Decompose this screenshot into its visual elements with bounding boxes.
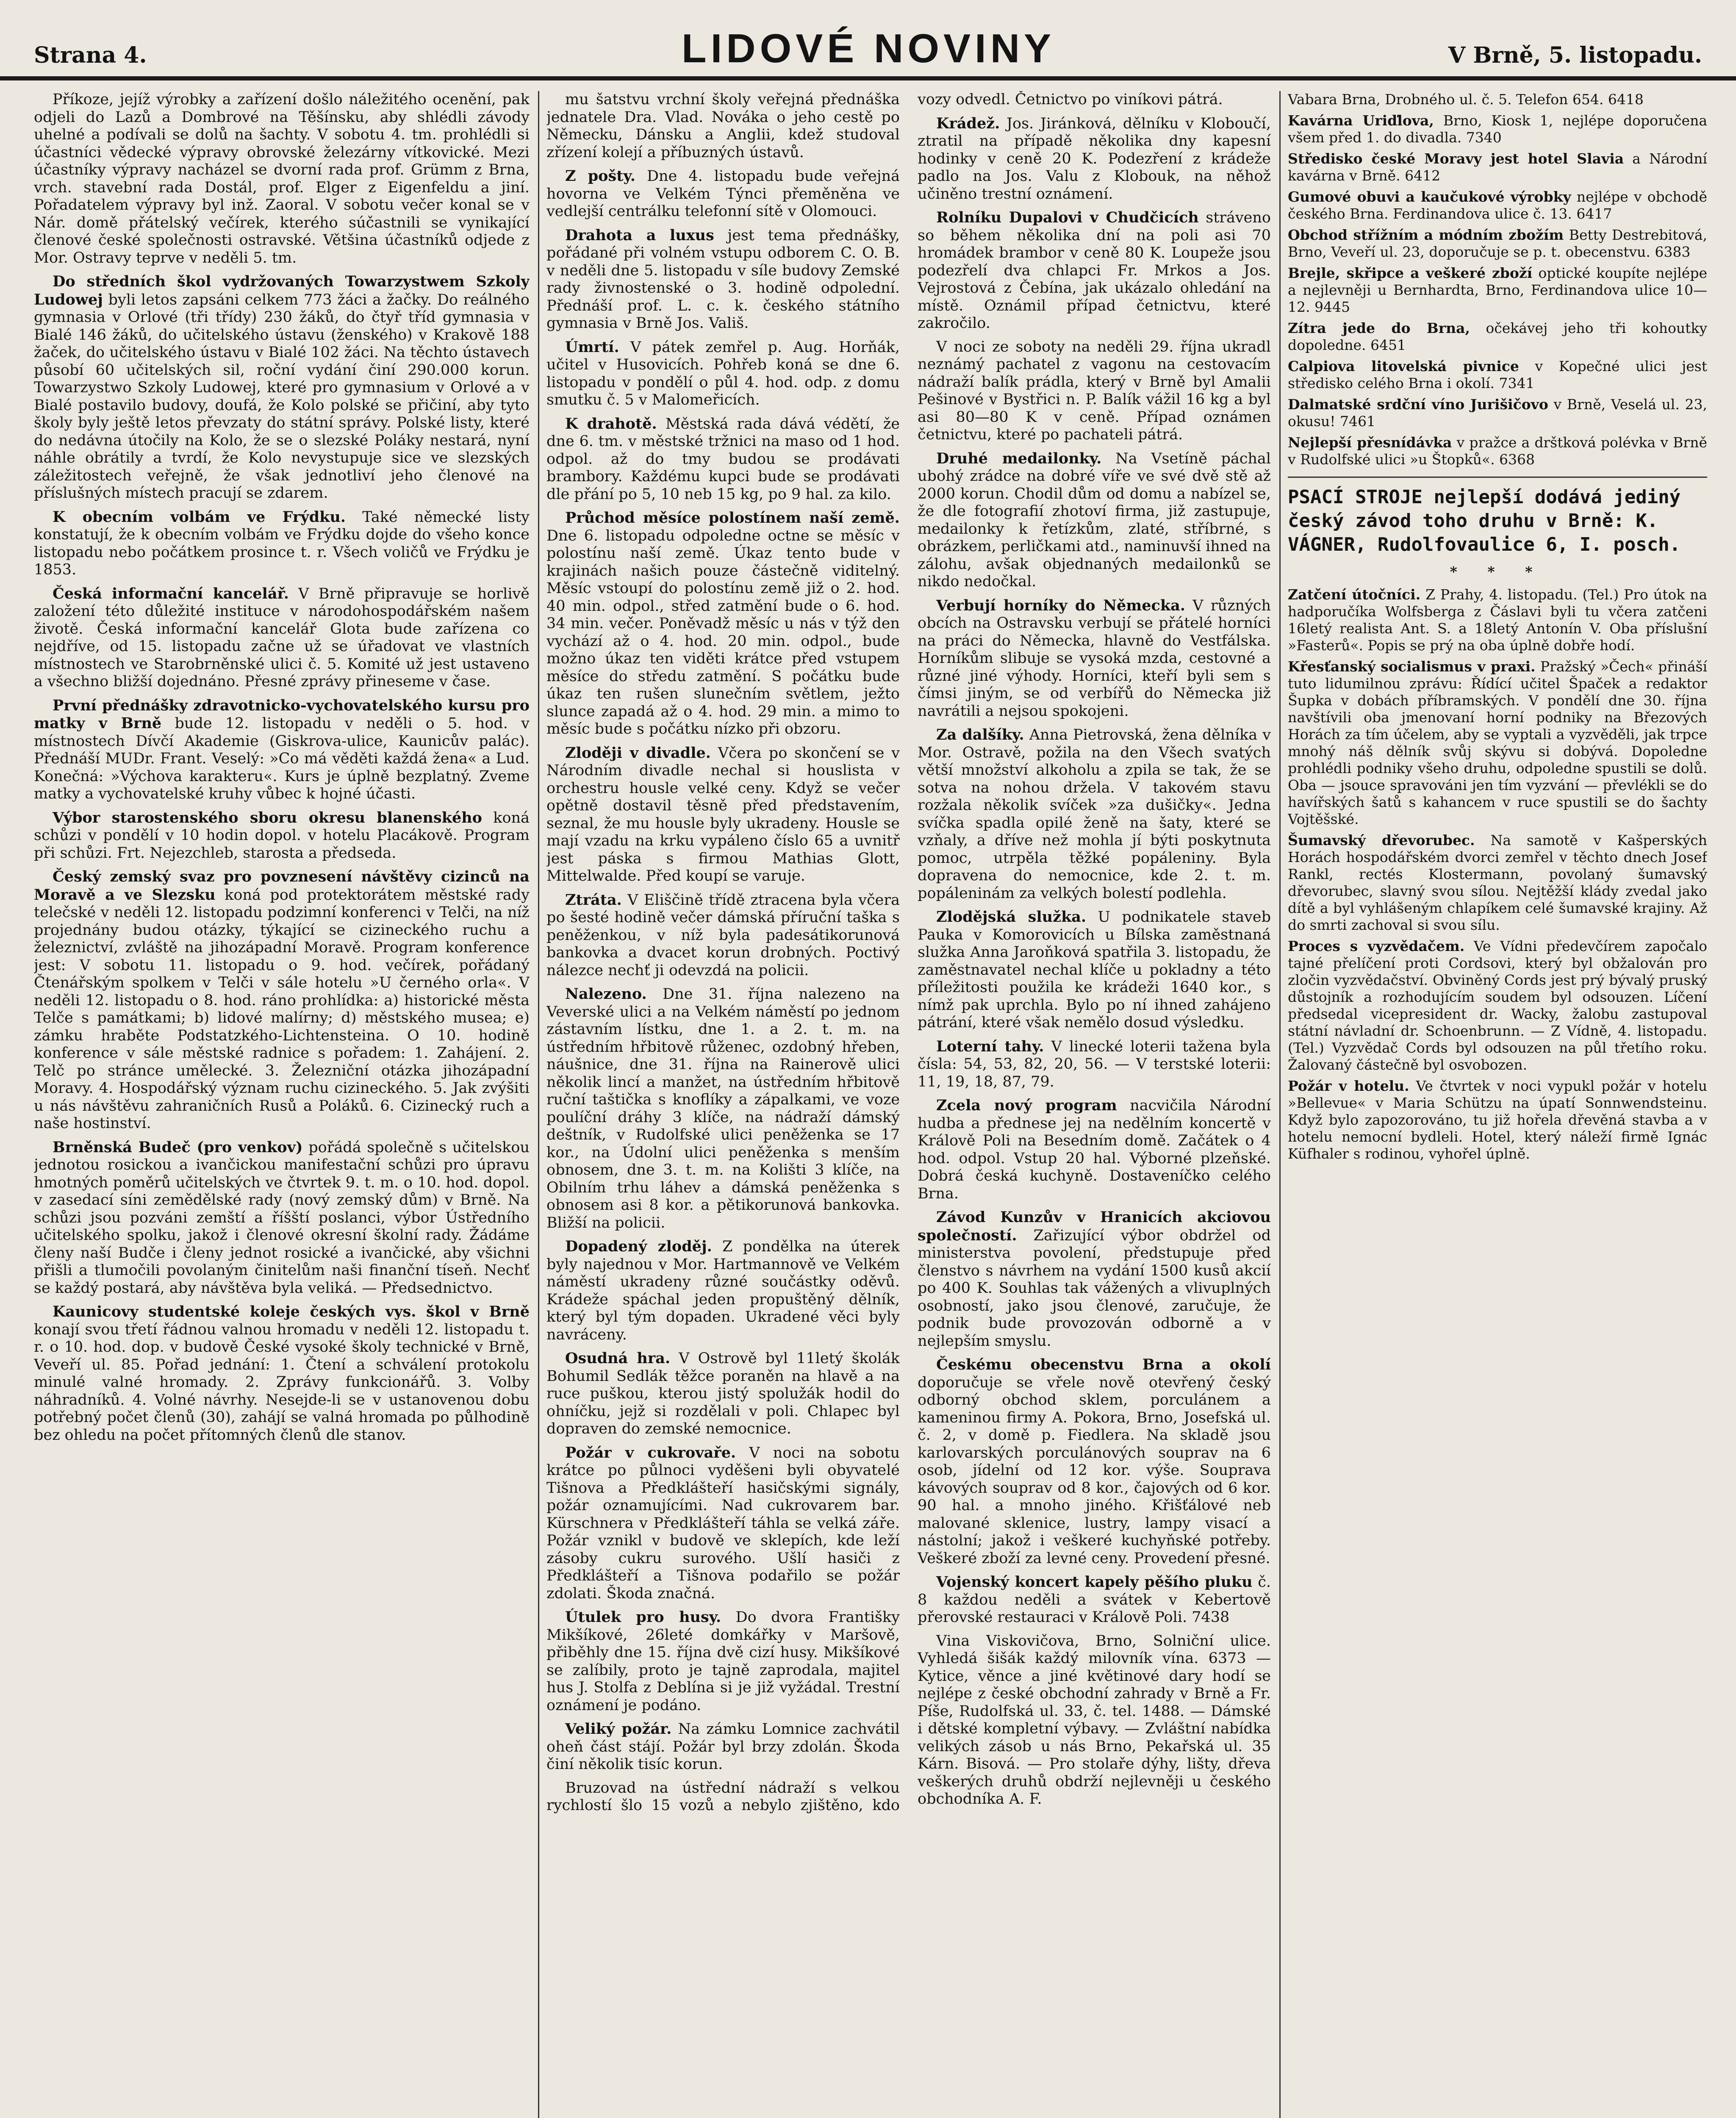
article-body: Z pondělka na úterek byly najednou v Mor. Hartmannově ve Velkém náměstí ukradeny různé součástky oděvů. Krádeže spáchal jeden propuštěný dělník, který byl tým dopaden. Ukradené věci byly navráceny. bbox=[546, 1238, 900, 1343]
article-body: doporučuje se vřele nově otevřený český odborný obchod sklem, porculánem a kameninou firmy A. Pokora, Brno, Josefská ul. č. 2, v domě p. Fiedlera. Na skladě jsou karlovarských porculánových souprav na 6 osob, jídelní od 12 kor. výše. Souprava kávových souprav od 8 kor., čajových od 6 kor. 90 hal. a mnoho jiného. Křišťálové neb malované sklenice, lustry, lampy visací a nástolní; jakož i veškeré kuchyňské potřeby. Veškeré zboží za levné ceny. Provedení přesné. bbox=[918, 1374, 1271, 1567]
article-body: Zařizující výbor obdržel od ministerstva povolení, předstupuje před členstvo s návrhem na vydání 1500 kusů akcií po 400 K. Souhlas tak vážených a vlivuplných osobností, jako jsou členové, zaručuje, že podnik bude provozován odborně a v nejlepším smyslu. bbox=[918, 1227, 1271, 1350]
article-body: konají svou třetí řádnou valnou hromadu v neděli 12. listopadu t. r. o 10. hod. dop. v budově České vysoké školy technické v Brně, Veveří ul. 85. Pořad jednání: 1. Čtení a schválení protokolu minulé valné hromady. 2. Zprávy funkcionářů. 3. Volby náhradníků. 4. Volné návrhy. Nesejde-li se v ustanovenou dobu potřebný počet členů (30), zahájí se valná hromada po půlhodině bez ohledu na počet přítomných členů dle stanov. bbox=[34, 1321, 530, 1444]
article-body: Anna Pietrovská, žena dělníka v Mor. Ostravě, požila na den Všech svatých větší množství alkoholu a zpila se tak, že se sotva na nohou držela. V takovém stavu rozžala několik svíček »za dušičky«. Jedna svíčka spadla opilé ženě na šaty, které se vzňaly, a dříve než mohla jí býti poskytnuta pomoc, utrpěla těžké popáleniny. Byla dopravena do nemocnice, kde 2. t. m. popáleninám za velkých bolestí podlehla. bbox=[918, 726, 1271, 902]
articles-left bbox=[34, 91, 530, 1444]
article-headline: Průchod měsíce polostínem naší země. bbox=[565, 509, 900, 527]
article-paragraph bbox=[918, 1209, 1271, 1350]
article-paragraph bbox=[546, 1444, 900, 1603]
article-headline: Vojenský koncert kapely pěšího pluku bbox=[936, 1573, 1253, 1591]
article-headline: Úmrtí. bbox=[565, 338, 619, 356]
article-paragraph bbox=[1288, 586, 1707, 654]
page-number: Strana 4. bbox=[34, 42, 147, 68]
article-paragraph bbox=[918, 1097, 1271, 1203]
article-body: Ve čtvrtek v noci vypukl požár v hotelu »Bellevue« v Maria Schützu na úpatí Sonnwendsteinu. Když bylo zapozorováno, tu již hořela dřevěná stavba a v hotelu nemocní bydleli. Hotel, který náleží firmě Ignác Küfhaler s rodinou, vyhořel úplně. bbox=[1288, 1078, 1707, 1162]
article-body: optické koupíte nejlépe a nejlevněji u Bernhardta, Brno, Ferdinandova ulice 10—12. 9445 bbox=[1288, 265, 1707, 315]
article-headline: Za dalšíky. bbox=[936, 726, 1024, 743]
article-headline: Proces s vyzvědačem. bbox=[1288, 938, 1465, 954]
article-headline: Kavárna Uriďlova, bbox=[1288, 112, 1434, 129]
article-paragraph bbox=[34, 585, 530, 691]
article-headline: Zcela nový program bbox=[936, 1097, 1117, 1114]
page-header bbox=[0, 0, 1736, 80]
article-headline: Brejle, skřipce a veškeré zboží bbox=[1288, 265, 1533, 281]
article-paragraph bbox=[918, 1038, 1271, 1091]
article-paragraph bbox=[1288, 658, 1707, 828]
article-headline: Středisko české Moravy jest hotel Slavia bbox=[1288, 150, 1624, 167]
article-headline: Brněnská Budeč (pro venkov) bbox=[53, 1138, 303, 1156]
article-headline: Nejlepší přesnídávka bbox=[1288, 434, 1452, 451]
article-body: stráveno so během několika dní na poli asi 70 hromádek brambor v ceně 80 K. Loupeže jsou podezřelí dva chlapci Fr. Mrkos a Jos. Vejrostová z Čebína, jak ukázalo ohledání na místě. Oznámil případ četnictvu, které zakročilo. bbox=[918, 209, 1271, 332]
article-body: Betty Destrebitová, Brno, Veveří ul. 23, doporučuje se p. t. obecenstvu. 6383 bbox=[1288, 227, 1707, 260]
article-paragraph bbox=[546, 1608, 900, 1714]
article-paragraph bbox=[546, 227, 900, 333]
article-body: U podnikatele staveb Pauka v Komorovicích u Bílska zaměstnaná služka Anna Jaroňková spatřila 3. listopadu, že zaměstnavatel nechal klíče u pokladny a této příležitosti použila ke krádeži 1640 kor., s nímž pak uprchla. Bylo po ní ihned zahájeno pátrání, které však nemělo dosud výsledku. bbox=[918, 909, 1271, 1031]
article-headline: Útulek pro husy. bbox=[565, 1608, 721, 1626]
article-headline: Z pošty. bbox=[565, 167, 635, 185]
article-body: Dne 4. listopadu bude veřejná hovorna ve Velkém Týnci přeměněna ve vedlejší centrálku telefonní sítě v Olomouci. bbox=[546, 168, 900, 220]
article-headline: Výbor starostenského sboru okresu blanenského bbox=[53, 809, 483, 826]
article-paragraph bbox=[34, 697, 530, 803]
article-paragraph bbox=[546, 509, 900, 738]
article-paragraph bbox=[1288, 1078, 1707, 1162]
article-body: Bruzovad na ústřední nádraží s velkou rychlostí šlo 15 vozů a nebylo zjištěno, kdo vozy odvedl. Četnictvo po viníkovi pátrá. bbox=[546, 91, 1223, 1814]
article-body: V Ostrově byl 11letý školák Bohumil Sedlák těžce poraněn na hlavě a na ruce puškou, kterou jistý spolužák hodil do ohníčku, jejž si rozdělali v poli. Chlapec byl dopraven do zemské nemocnice. bbox=[546, 1350, 900, 1437]
article-paragraph bbox=[1288, 227, 1707, 261]
article-body: Na samotě v Kašperských Horách hospodářském dvorci zemřel v těchto dnech Josef Rankl, rectés Klostermann, povolaný šumavský dřevorubec, slavný svou sílou. Nejtěžší klády zvedal jako dítě a byl vyhlášeným chlapíkem celé šumavské krajiny. Až do smrti zachoval si svou sílu. bbox=[1288, 832, 1707, 933]
article-body: Na zámku Lomnice zachvátil oheň část stájí. Požár byl brzy zdolán. Škoda činí několik tisíc korun. bbox=[546, 1721, 900, 1773]
article-body: Také německé listy konstatují, že k obecním volbám ve Frýdku dojde do všeho konce listopadu nebo počátkem prosince t. r. Všech voličů ve Frýdku je 1853. bbox=[34, 508, 530, 578]
article-body: Z Prahy, 4. listopadu. (Tel.) Pro útok na hadporučíka Wolfsberga z Čáslavi byli tu včera zatčeni 16letý realista Ant. S. a 18letý Antonín V. Oba příslušní »Fasterů«. Popis se prý na oba úplně dobře hodí. bbox=[1288, 586, 1707, 654]
article-body: očekávej jeho tři kohoutky dopoledne. 6451 bbox=[1288, 320, 1707, 353]
masthead-title: LIDOVÉ NOVINY bbox=[681, 26, 1056, 71]
article-headline: Verbují horníky do Německa. bbox=[936, 596, 1185, 614]
article-paragraph bbox=[34, 91, 530, 267]
article-body: V různých obcích na Ostravsku verbují se přátelé horníci na práci do Německa, hlavně do Vestfálska. Horníkům slibuje se vysoká mzda, cestovné a různé jiné výhody. Horníci, kteří byli sem s čímsi jiným, se od verbířů do Německa již navrátili a nejsou spokojeni. bbox=[918, 597, 1271, 720]
article-paragraph bbox=[1288, 938, 1707, 1073]
article-paragraph bbox=[1288, 358, 1707, 392]
article-body: Vabara Brna, Drobného ul. č. 5. Telefon 654. 6418 bbox=[1288, 91, 1644, 108]
article-headline: Český zemský svaz pro povznesení návštěvy cizinců na Moravě a ve Slezsku bbox=[34, 868, 530, 904]
article-paragraph bbox=[34, 868, 530, 1133]
article-body: pořádá společně s učitelskou jednotou rosickou a ivančickou manifestační schůzi pro úpravu hmotných poměrů učitelských ve čtvrtek 9. t. m. o 10. hod. dopol. v zasedací síni zemědělské rady (nový zemský dům) v Brně. Na schůzi jsou pozváni zemští a říšští poslanci, výbor Ústředního učitelského spolku, jakož i členové okresní školní rady. Žádáme členy naší Budče i členy jednot rosické a ivančické, aby všichni přišli a tlumočili povolaným činitelům naši finanční tíseň. Nechť se každý postará, aby návštěva byla veliká. — Předsednictvo. bbox=[34, 1139, 530, 1297]
article-headline: Gumové obuvi a kaučukové výrobky bbox=[1288, 189, 1571, 205]
article-headline: Česká informační kancelář. bbox=[53, 585, 289, 602]
article-paragraph bbox=[918, 1573, 1271, 1627]
article-paragraph bbox=[1288, 434, 1707, 468]
article-paragraph bbox=[918, 115, 1271, 203]
article-body: Dne 6. listopadu odpoledne octne se měsíc v polostínu naší země. Úkaz tento bude v krajinách našich pouze částečně viditelný. Měsíc vstoupí do polostínu země již o 2. hod. 40 min. odpol., střed zatmění bude o 6. hod. 34 min. večer. Poněvadž měsíc u nás v týž den vychází až o 4. hod. 20 min. odpol., bude možno úkaz ten viděti krátce před vstupem měsíce do středu zatmění. S počátku bude úkaz ten rušen slunečním světlem, ježto slunce zapadá až o 4. hod. 29 min. a mimo to měsíc bude s počátku nízko při obzoru. bbox=[546, 527, 900, 737]
article-headline: Nalezeno. bbox=[565, 985, 647, 1003]
article-body: jest tema přednášky, pořádané při volném vstupu odborem C. O. B. v neděli dne 5. listopadu v síle budovy Zemské rady živnostenské o 3. hodině odpolední. Přednáší prof. L. c. k. českého státního gymnasia v Brně Jos. Vališ. bbox=[546, 227, 900, 332]
article-body: V noci ze soboty na neděli 29. října ukradl neznámý pachatel z vagonu na cestovacím nádraží balík prádla, který v Brně byl Amalii Pešinové v Bystřici n. P. Balík vážil 16 kg a byl asi 80—80 K v ceně. Případ oznámen četnictvu, které po pachateli pátrá. bbox=[918, 338, 1271, 443]
article-body: Brno, Kiosk 1, nejlépe doporučena všem před 1. do divadla. 7340 bbox=[1288, 112, 1707, 146]
article-headline: Zloději v divadle. bbox=[565, 744, 711, 762]
article-paragraph bbox=[1288, 189, 1707, 222]
article-headline: Obchod střížním a módním zbožím bbox=[1288, 227, 1564, 243]
article-paragraph bbox=[546, 91, 900, 161]
article-paragraph bbox=[546, 891, 900, 980]
article-body: Včera po skončení se v Národním divadle nechal si houslista v orchestru housle velké ceny. Když se večer opětně dostavil těsně před představením, seznal, že mu housle byly ukradeny. Housle se mají vzadu na krku vypáleno číslo 65 a uvnitř jest páska s firmou Mathias Glott, Mittelwalde. Před koupí se varuje. bbox=[546, 744, 900, 884]
article-paragraph bbox=[1288, 832, 1707, 934]
article-headline: Dalmatské srdční víno Jurišičovo bbox=[1288, 396, 1548, 413]
article-body: Na Vsetíně páchal ubohý zrádce na dobré víře ve své dvě stě až 2000 korun. Chodil dům od domu a nabízel se, že dle fotografií zhotoví firma, již zastupuje, medailonky k řetízkům, zlaté, stříbrné, s obrázkem, perličkami atd., naminuvší ihned na zálohu, avšak objednaných medailonků se nikdo nedočkal. bbox=[918, 450, 1271, 590]
article-headline: První přednášky zdravotnicko-vychovatelského kursu pro matky v Brně bbox=[34, 696, 530, 732]
article-body: V Eliščině třídě ztracena byla včera po šesté hodině večer dámská příruční taška s peněženkou, v níž byla padesátikorunová bankovka a dvacet korun drobných. Poctivý nálezce nechť ji odevzdá na policii. bbox=[546, 891, 900, 979]
article-headline: Rolníku Dupalovi v Chudčicích bbox=[936, 209, 1199, 226]
article-paragraph bbox=[34, 1139, 530, 1297]
article-body: Dne 31. října nalezeno na Veverské ulici a na Velkém náměstí po jednom zástavním lístku, dne 1. a 2. t. m. na ústředním hřbitově růženec, ozdobný hřeben, náušnice, dne 31. října na Rainerově ulici několik lincí a manžet, na ústředním hřbitově ruční taštička s knoflíky a zápalkami, ve voze poulíční dráhy 3 klíče, na nádraží dámský deštník, v Rudolfské ulici peněženka se 17 kor., na Údolní ulici peněženka s menším obnosem, dne 3. t. m. na Kolišti 3 klíče, na Obilním trhu láhev a dámská peněženka s obnosem asi 8 kor. a pětikorunová bankovka. Bližší na policii. bbox=[546, 986, 900, 1231]
article-headline: Požár v hotelu. bbox=[1288, 1078, 1409, 1094]
article-paragraph bbox=[918, 726, 1271, 902]
article-body: nacvičila Národní hudba a přednese jej na nedělním koncertě v Králově Poli na Besedním domě. Začátek o 4 hod. odpol. Vstup 20 hal. Výborné plzeňské. Dobrá česká kuchyně. Dostaveníčko celého Brna. bbox=[918, 1097, 1271, 1202]
article-body: Vina Viskovičova, Brno, Solniční ulice. Vyhledá šišák každý milovník vína. 6373 — Kytice, věnce a jiné květinové dary hodí se nejlépe z české obchodní zahrady v Brně a Fr. Píše, Rudolfská ul. 33, č. tel. 1488. — Dámské i dětské kompletní výbavy. — Zvláštní nabídka velikých zásob u nás Brno, Pekařská ul. 35 Kárn. Bisová. — Pro stolaře dýhy, lišty, dřeva veškerých druhů obdrží nejlevněji u českého obchodníka A. F. bbox=[918, 1632, 1271, 1808]
article-body: V pátek zemřel p. Aug. Horňák, učitel v Husovicích. Pohřeb koná se dne 6. listopadu v pondělí o půl 4. hod. odp. z domu smutku č. 5 v Malomeřicích. bbox=[546, 338, 900, 408]
article-paragraph bbox=[546, 1720, 900, 1774]
article-paragraph bbox=[1288, 320, 1707, 354]
article-paragraph bbox=[34, 273, 530, 502]
article-paragraph bbox=[546, 985, 900, 1232]
article-paragraph bbox=[546, 167, 900, 221]
article-headline: Krádež. bbox=[936, 114, 1000, 132]
article-headline: Veliký požár. bbox=[565, 1720, 672, 1738]
article-body: koná pod protektorátem městské rady telečské v neděli 12. listopadu podzimní konferenci v Telči, na níž projednány budou otázky, týkající se cizineckého ruchu a železnictví, zvláště na jihozápadní Moravě. Program konference jest: V sobotu 11. listopadu o 9. hod. večírek, pořádaný Čtenářským spolkem v Telči v sále hotelu »U černého orla«. V neděli 12. listopadu o 8. hod. ráno prohlídka: a) historické města Telče s památkami; b) lidové malírny; d) městského musea; e) zámku hraběte Podstatzkého-Lichtensteina. O 10. hodině konference v sále městské radnice s pořadem: 1. Zahájení. 2. Telč po stránce umělecké. 3. Železniční otázka jihozápadní Moravy. 4. Hospodářský význam ruchu cizineckého. 5. Jak zvýšiti u nás návštěvu zahraničních Rusů a Poláků. 6. Cizinecký ruch a naše hostinství. bbox=[34, 886, 530, 1132]
issue-date: V Brně, 5. listopadu. bbox=[1448, 42, 1702, 68]
article-headline: Zítra jede do Brna, bbox=[1288, 320, 1470, 336]
article-headline: Osudná hra. bbox=[565, 1350, 671, 1367]
article-headline: Calpiova litovelská pivnice bbox=[1288, 358, 1519, 374]
article-body: a Národní kavárna v Brně. 6412 bbox=[1288, 150, 1707, 184]
article-paragraph bbox=[1288, 396, 1707, 430]
article-body: Jos. Jiránková, dělníku v Kloboučí, ztratil na případě několika dny kapesní hodinky v ceně 20 K. Podezření z krádeže padlo na Jos. Valu z Klobouk, na něhož učiněno trestní oznámení. bbox=[918, 115, 1271, 202]
article-paragraph bbox=[34, 809, 530, 862]
article-headline: Drahota a luxus bbox=[565, 226, 714, 244]
article-paragraph bbox=[34, 508, 530, 579]
article-paragraph bbox=[1288, 91, 1707, 108]
article-body: v Brně, Veselá ul. 23, okusu! 7461 bbox=[1288, 396, 1707, 430]
articles-middle bbox=[546, 91, 1271, 1815]
column-divider bbox=[538, 91, 539, 2118]
article-headline: K drahotě. bbox=[565, 415, 657, 432]
article-body: v pražce a drštková polévka v Brně v Rudolfské ulici »u Štopků«. 6368 bbox=[1288, 434, 1707, 468]
ad-separator bbox=[1288, 477, 1707, 478]
article-body: Ve Vídni předevčírem započalo tajné přelíčení proti Cordsovi, který byl obžalován pro zločin vyzvědačství. Obviněný Cords jest prý bývalý pruský důstojník a rozhodujícím soudem byl odsouzen. Líčení předsedal vicepresident dr. Wacky, žalobu zastupoval státní návladní dr. Schoenbrunn. — Z Vídně, 4. listopadu. (Tel.) Vyzvědač Cords byl odsouzen na půl třetího roku. Žalovaný částečně byl osvobozen. bbox=[1288, 938, 1707, 1073]
article-body: V Brně připravuje se horlivě založení této důležité instituce v národohospodářském našem životě. Česká informační kancelář Glota bude zařízena co nejdříve, od 15. listopadu začne už se úřadovat ve vlastních místnostech ve Starobrněnské ulici č. 5. Komité už jest ustaveno a všechno bližší dojednáno. Přesné zprávy přineseme v čase. bbox=[34, 585, 530, 690]
article-body: V linecké loterii tažena byla čísla: 54, 53, 82, 20, 56. — V terstské loterii: 11, 19, 18, 87, 79. bbox=[918, 1038, 1271, 1090]
column-middle bbox=[546, 91, 1271, 2118]
article-paragraph bbox=[918, 1633, 1271, 1808]
article-headline: Dopadený zloděj. bbox=[565, 1238, 712, 1255]
article-headline: Do středních škol vydržovaných Towarzystwem Szkoly Ludowej bbox=[34, 273, 530, 308]
article-paragraph bbox=[918, 338, 1271, 444]
article-paragraph bbox=[918, 209, 1271, 333]
article-paragraph bbox=[918, 1356, 1271, 1567]
article-body: Městská rada dává védětí, že dne 6. tm. v městské tržnici na maso od 1 hod. odpol. až do tmy budou se prodávati brambory. Každému kupci bude se prodávati dle přání po 5, 10 neb 15 kg, po 9 hal. za kilo. bbox=[546, 415, 900, 503]
ad-stars-divider: * * * bbox=[1450, 563, 1545, 580]
article-body: Příkoze, jejíž výrobky a zařízení došlo náležitého ocenění, pak odjeli do Lazů a Dombrové na Těšínsku, aby shlédli závody uhelné a podívali se dolů na šachty. V sobotu 4. tm. prohlédli si účastníci vědecké výpravy obrovské železárny vítkovické. Mezi účastníky výpravy nacházel se dvorní rada prof. Grümm z Brna, vrch. stavební rada Dostál, prof. Elger z Eigenfeldu a jiní. Pořadatelem výpravy byl inž. Zaoral. V sobotu večer konal se v Nár. domě přátelský večírek, kterého súčastnili se vynikající členové české společnosti ostravské. Většina účastníků odjede z Mor. Ostravy teprve v neděli 5. tm. bbox=[34, 91, 530, 266]
article-paragraph bbox=[918, 597, 1271, 721]
column-right bbox=[1288, 91, 1707, 2118]
article-paragraph bbox=[546, 1350, 900, 1438]
column-left bbox=[34, 91, 530, 2118]
article-paragraph bbox=[546, 1238, 900, 1344]
article-paragraph bbox=[546, 744, 900, 885]
typewriter-advertisement: PSACÍ STROJE nejlepší dodává jediný český závod toho druhu v Brně: K. VÁGNER, Rudolfovaulice 6, I. posch. bbox=[1288, 486, 1681, 555]
classified-ads-right bbox=[1288, 91, 1707, 1162]
article-body: Do dvora Františky Mikšíkové, 26leté domkářky v Maršově, přiběhly dne 15. října dvě cizí husy. Mikšíkové se zalíbily, proto je tajně zaprodala, majitel hus J. Stolfa z Deblína si je již vyžádal. Trestní oznámení je podáno. bbox=[546, 1609, 900, 1714]
article-headline: Druhé medailonky. bbox=[936, 449, 1102, 467]
article-body: mu šatstvu vrchní školy veřejná přednáška jednatele Dra. Vlad. Nováka o jeho cestě po Německu, Dánsku a Anglii, kdež studoval zřízení kolejí a příbuzných ústavů. bbox=[546, 91, 900, 161]
article-body: bude 12. listopadu v neděli o 5. hod. v místnostech Dívčí Akademie (Giskrova-ulice, Kaunicův palác). Přednáší MUDr. Frant. Veselý: »Co má věděti každá žena« a Lud. Konečná: »Výchova karakteru«. Kurs je úplně bezplatný. Zveme matky a vychovatelské kruhy vůbec k hojné účasti. bbox=[34, 715, 530, 802]
article-body: nejlépe v obchodě českého Brna. Ferdinandova ulice č. 13. 6417 bbox=[1288, 189, 1707, 222]
article-paragraph bbox=[1288, 112, 1707, 146]
article-body: byli letos zapsáni celkem 773 žáci a žačky. Do reálného gymnasia v Orlové (tři třídy) 230 žáků, do čtyř tříd gymnasia v Bialé 146 žáků, do učitelského ústavu (ženského) v Krakově 188 žaček, do učitelského ústavu v Bialé 102 žáci. Na těchto ústavech působí 60 učitelských sil, roční vydání činí 290.000 korun. Towarzystwo Szkoly Ludowej, které pro gymnasium v Orlové a v Bialé postavilo budovy, doufá, že Kolo polské se přičiní, aby tyto školy byly ještě letos převzaty do státní správy. Polské listy, které do nedávna útočily na Kolo, že se o slezské Poláky nestará, nyní náhle obrátily a tvrdí, že Kolo nevystupuje sice ve slezských záležitostech veřejně, že však jednotliví jeho členové na příslušných místech pracují se zdarem. bbox=[34, 291, 530, 502]
article-headline: Křesťanský socialismus v praxi. bbox=[1288, 658, 1536, 675]
article-paragraph bbox=[1288, 265, 1707, 316]
article-headline: Českému obecenstvu Brna a okolí bbox=[936, 1356, 1271, 1373]
article-headline: Požár v cukrovaře. bbox=[565, 1444, 736, 1461]
article-headline: Zatčení útočníci. bbox=[1288, 586, 1421, 603]
article-headline: Ztráta. bbox=[565, 891, 622, 909]
article-paragraph bbox=[546, 338, 900, 409]
article-paragraph bbox=[34, 1303, 530, 1444]
column-divider bbox=[1279, 91, 1281, 2118]
article-headline: Závod Kunzův v Hranicích akciovou společností. bbox=[918, 1209, 1271, 1244]
article-body: V noci na sobotu krátce po půlnoci vyděšeni byli obyvatelé Tišnova a Předklášteří hasičskými signály, požár oznamujícími. Nad cukrovarem bar. Kürschnera v Předklášteří táhla se velká záře. Požár vznikl v budově ve sklepích, kde leží zásoby cukru surového. Ušlí hasiči z Předklášteří a Tišnova podařilo se požár zdolati. Škoda značná. bbox=[546, 1444, 900, 1602]
article-body: Pražský »Čech« přináší tuto lidumilnou zprávu: Řídící učitel Špaček a redaktor Šupka v dobách příbramských. V pondělí dne 30. října navštívili oba jmenovaní horní podniky na Březových Horách za tím účelem, aby se vyptali a vyzvěděli, jak trpce mnohý náš dělník svůj skývu si dobývá. Dopoledne prohlédli podniky všeho druhu, odpoledne spustili se dolů. Oba — jsouce spravováni jen tím vyzvání — převlékli se do havířských šatů s kahancem v ruce spustili se do šachty Vojtěšské. bbox=[1288, 658, 1707, 827]
article-headline: Kaunicovy studentské koleje českých vys. škol v Brně bbox=[53, 1303, 530, 1320]
article-headline: Šumavský dřevorubec. bbox=[1288, 832, 1475, 848]
article-headline: Zlodějská služka. bbox=[936, 908, 1087, 926]
article-paragraph bbox=[1288, 150, 1707, 184]
article-body: č. 8 každou neděli a svátek v Kebertově přerovské restauraci v Králově Poli. 7438 bbox=[918, 1574, 1271, 1626]
article-paragraph bbox=[918, 908, 1271, 1032]
article-headline: Loterní tahy. bbox=[936, 1037, 1044, 1055]
article-body: koná schůzi v pondělí v 10 hodin dopol. v hotelu Placákově. Program při schůzi. Frt. Nejezchleb, starosta a předseda. bbox=[34, 809, 530, 862]
article-paragraph bbox=[546, 415, 900, 504]
article-paragraph bbox=[918, 450, 1271, 591]
article-headline: K obecním volbám ve Frýdku. bbox=[53, 508, 346, 526]
article-body: v Kopečné ulici jest středisko celého Brna i okolí. 7341 bbox=[1288, 358, 1707, 391]
